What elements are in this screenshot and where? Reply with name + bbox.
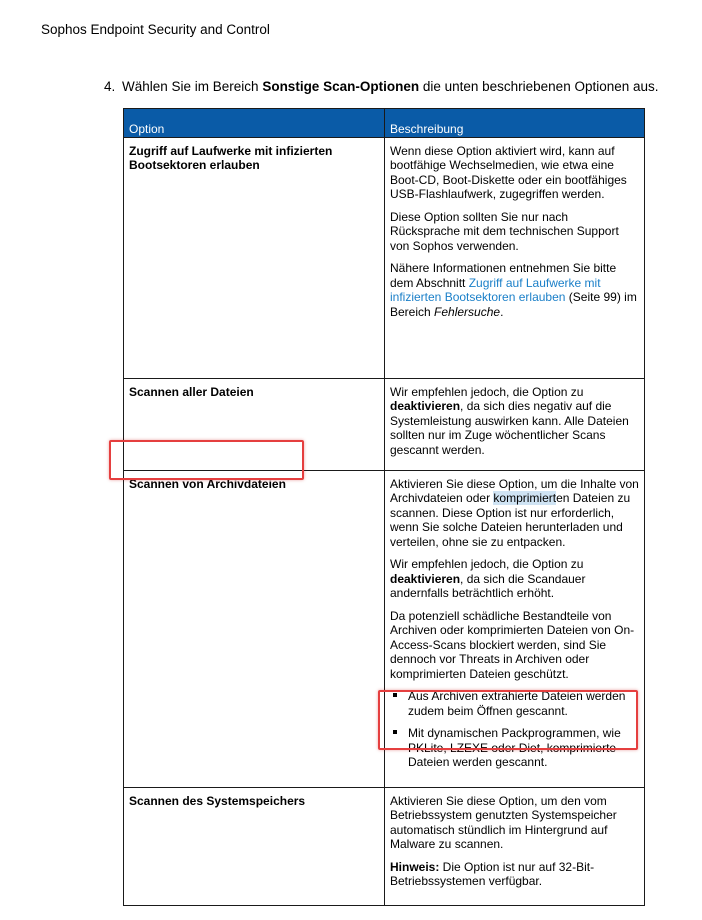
column-header-option: Option <box>124 109 385 138</box>
bullet-list <box>390 689 640 770</box>
table-row <box>124 787 645 905</box>
description-paragraph <box>390 261 640 319</box>
option-name: Scannen des Systemspeichers <box>124 787 385 905</box>
text-span: Aktivieren Sie diese Option, um die Inhalte von Archivdateien oder <box>390 476 639 505</box>
text-span: Die Option ist nur auf 32-Bit-Betriebssystemen verfügbar. <box>390 859 595 888</box>
text-span: . <box>500 304 504 319</box>
table-row <box>124 137 645 378</box>
option-description <box>385 137 645 378</box>
step-text-bold: Sonstige Scan-Optionen <box>262 79 420 94</box>
square-bullet-icon <box>393 730 397 734</box>
square-bullet-icon <box>393 693 397 697</box>
cross-reference-link[interactable]: Zugriff auf Laufwerke mit infizierten Bootsektoren erlauben <box>390 275 601 304</box>
table-row <box>124 470 645 787</box>
option-name: Scannen aller Dateien <box>124 378 385 470</box>
table-header-row <box>124 109 645 138</box>
text-span: (Seite 99) im Bereich <box>390 290 637 319</box>
step-text-prefix: Wählen Sie im Bereich <box>122 79 263 94</box>
description-paragraph: Wenn diese Option aktiviert wird, kann auf bootfähige Wechselmedien, wie etwa eine Boot-CD, Boot-Diskette oder ein bootfähiges USB-Flashlaufwerk, zugegriffen werden. <box>390 143 627 201</box>
table-row <box>124 378 645 470</box>
bold-text: Hinweis: <box>390 859 440 874</box>
description-paragraph: Aktivieren Sie diese Option, um den vom Betriebssystem genutzten Systemspeicher automatisch stündlich im Hintergrund auf Malware zu scannen. <box>390 793 617 851</box>
description-paragraph: Da potenziell schädliche Bestandteile von Archiven oder komprimierten Dateien von On-Access-Scans blockiert werden, sind Sie dennoch vor Threats in Archiven oder komprimierten Dateien geschützt. <box>390 608 635 681</box>
description-paragraph <box>390 385 640 458</box>
option-description <box>385 378 645 470</box>
text-span: en Dateien zu scannen. Diese Option ist nur erforderlich, wenn Sie solche Dateien herunterladen und verteilen, ohne sie zu entpacken. <box>390 491 631 549</box>
step-instruction <box>104 79 659 94</box>
description-paragraph <box>390 860 640 889</box>
step-number: 4. <box>104 79 116 94</box>
text-span: Nähere Informationen entnehmen Sie bitte dem Abschnitt <box>390 261 617 290</box>
bold-text: deaktivieren <box>390 399 461 413</box>
option-name: Scannen von Archivdateien <box>124 470 385 787</box>
highlighted-text: komprimiert <box>493 491 557 505</box>
text-span: Wir empfehlen jedoch, die Option zu <box>390 557 584 571</box>
option-name: Zugriff auf Laufwerke mit infizierten Bootsektoren erlauben <box>124 137 385 378</box>
description-paragraph <box>390 477 640 550</box>
option-description <box>385 470 645 787</box>
description-paragraph: Diese Option sollten Sie nur nach Rücksprache mit dem technischen Support von Sophos verwenden. <box>390 209 619 253</box>
text-span: , da sich die Scandauer andernfalls beträchtlich erhöht. <box>390 571 586 600</box>
option-description <box>385 787 645 905</box>
options-table <box>123 108 645 906</box>
list-item <box>390 689 640 718</box>
document-header: Sophos Endpoint Security and Control <box>41 22 270 37</box>
step-text-suffix: die unten beschriebenen Optionen aus. <box>419 79 659 94</box>
column-header-description: Beschreibung <box>385 109 645 138</box>
text-span: Wir empfehlen jedoch, die Option zu <box>390 384 584 399</box>
list-item-text: Mit dynamischen Packprogrammen, wie PKLite, LZEXE oder Diet, komprimierte Dateien werden gescannt. <box>408 726 621 769</box>
list-item-text: Aus Archiven extrahierte Dateien werden zudem beim Öffnen gescannt. <box>408 689 626 718</box>
bold-text: deaktivieren <box>390 571 461 586</box>
text-span: , da sich dies negativ auf die Systemleistung auswirken kann. Alle Dateien sollten nur im Zuge wöchentlicher Scans gescannt werden. <box>390 399 629 457</box>
emphasis-text: Fehlersuche <box>434 304 501 319</box>
list-item <box>390 726 640 770</box>
description-paragraph <box>390 557 640 601</box>
